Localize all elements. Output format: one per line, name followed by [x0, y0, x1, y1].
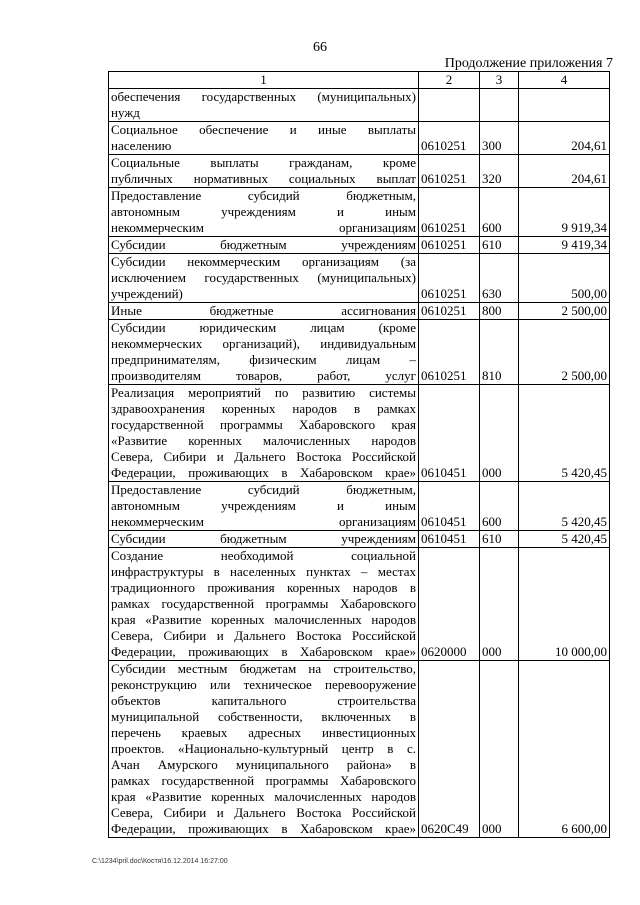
- amount-value: 2 500,00: [519, 303, 610, 320]
- target-article-code: 0610451: [419, 385, 480, 482]
- table-row: [109, 320, 610, 385]
- target-article-code: 0610251: [419, 155, 480, 188]
- description-line: производителям товаров, работ, услуг: [111, 368, 416, 383]
- column-header: 3: [480, 72, 519, 89]
- description-line: Севера, Сибири и Дальнего Востока Российской: [111, 628, 416, 643]
- description-line: Субсидии бюджетным учреждениям: [111, 237, 416, 252]
- description-line: Предоставление субсидий бюджетным,: [111, 482, 416, 497]
- description-line: государственной программы Хабаровского края: [111, 417, 416, 432]
- target-article-code: 0610251: [419, 188, 480, 237]
- table-row: [109, 303, 610, 320]
- description-line: исключением государственных (муниципальных): [111, 270, 416, 285]
- table-row: [109, 188, 610, 237]
- description-line: некоммерческим организациям: [111, 220, 416, 235]
- amount-value: 2 500,00: [519, 320, 610, 385]
- expense-type-code: 000: [480, 661, 519, 838]
- description-line: нужд: [111, 105, 140, 120]
- row-description: [109, 548, 419, 661]
- description-line: населению: [111, 138, 172, 153]
- expense-type-code: 630: [480, 254, 519, 303]
- column-header: 1: [109, 72, 419, 89]
- continuation-note: Продолжение приложения 7: [444, 56, 613, 71]
- description-line: здравоохранения коренных народов в рамках: [111, 401, 416, 416]
- row-description: [109, 531, 419, 548]
- description-line: Федерации, проживающих в Хабаровском крае»: [111, 644, 416, 659]
- row-description: [109, 303, 419, 320]
- file-path-footer: C:\1234\pril.doc\Костя\16.12.2014 16:27:00: [92, 858, 228, 865]
- row-description: [109, 385, 419, 482]
- table-header-row: [109, 72, 610, 89]
- expense-type-code: 610: [480, 237, 519, 254]
- description-line: «Развитие коренных малочисленных народов: [111, 433, 416, 448]
- description-line: учреждений): [111, 286, 183, 301]
- row-description: [109, 482, 419, 531]
- description-line: Федерации, проживающих в Хабаровском крае»: [111, 465, 416, 480]
- amount-value: 9 419,34: [519, 237, 610, 254]
- amount-value: 9 919,34: [519, 188, 610, 237]
- description-line: Севера, Сибири и Дальнего Востока Российской: [111, 805, 416, 820]
- description-line: рамках государственной программы Хабаровского: [111, 773, 416, 788]
- row-description: [109, 155, 419, 188]
- column-header: 4: [519, 72, 610, 89]
- amount-value: 5 420,45: [519, 531, 610, 548]
- description-line: проектов. «Национально-культурный центр в с.: [111, 741, 416, 756]
- table-row: [109, 482, 610, 531]
- amount-value: 204,61: [519, 155, 610, 188]
- description-line: Севера, Сибири и Дальнего Востока Российской: [111, 449, 416, 464]
- target-article-code: 0610251: [419, 122, 480, 155]
- amount-value: 5 420,45: [519, 482, 610, 531]
- table-row: [109, 531, 610, 548]
- description-line: края «Развитие коренных малочисленных народов: [111, 612, 416, 627]
- table-row: [109, 122, 610, 155]
- description-line: Иные бюджетные ассигнования: [111, 303, 416, 318]
- row-description: [109, 188, 419, 237]
- budget-table: [108, 71, 610, 838]
- description-line: Ачан Амурского муниципального района» в: [111, 757, 416, 772]
- table-row: [109, 237, 610, 254]
- description-line: Федерации, проживающих в Хабаровском крае»: [111, 821, 416, 836]
- description-line: предпринимателям, физическим лицам –: [111, 352, 416, 367]
- expense-type-code: 600: [480, 482, 519, 531]
- row-description: [109, 122, 419, 155]
- description-line: Создание необходимой социальной: [111, 548, 416, 563]
- description-line: муниципальной собственности, включенных в: [111, 709, 416, 724]
- expense-type-code: 610: [480, 531, 519, 548]
- page-number: 66: [313, 40, 327, 55]
- description-line: обеспечения государственных (муниципальных): [111, 89, 416, 104]
- description-line: Субсидии некоммерческим организациям (за: [111, 254, 416, 269]
- expense-type-code: 800: [480, 303, 519, 320]
- expense-type-code: 320: [480, 155, 519, 188]
- target-article-code: 0610451: [419, 531, 480, 548]
- description-line: Социальное обеспечение и иные выплаты: [111, 122, 416, 137]
- table-row: [109, 385, 610, 482]
- description-line: автономным учреждениям и иным: [111, 498, 416, 513]
- amount-value: 10 000,00: [519, 548, 610, 661]
- description-line: края «Развитие коренных малочисленных народов: [111, 789, 416, 804]
- description-line: публичных нормативных социальных выплат: [111, 171, 416, 186]
- target-article-code: 0610251: [419, 254, 480, 303]
- description-line: автономным учреждениям и иным: [111, 204, 416, 219]
- description-line: некоммерческим организациям: [111, 514, 416, 529]
- expense-type-code: 300: [480, 122, 519, 155]
- amount-value: 6 600,00: [519, 661, 610, 838]
- row-description: [109, 661, 419, 838]
- expense-type-code: 600: [480, 188, 519, 237]
- table-row: [109, 661, 610, 838]
- target-article-code: [419, 89, 480, 122]
- expense-type-code: 810: [480, 320, 519, 385]
- amount-value: [519, 89, 610, 122]
- row-description: [109, 89, 419, 122]
- description-line: Социальные выплаты гражданам, кроме: [111, 155, 416, 170]
- table-row: [109, 89, 610, 122]
- description-line: Субсидии бюджетным учреждениям: [111, 531, 416, 546]
- description-line: Реализация мероприятий по развитию системы: [111, 385, 416, 400]
- target-article-code: 0610251: [419, 320, 480, 385]
- description-line: объектов капитального строительства: [111, 693, 416, 708]
- description-line: Предоставление субсидий бюджетным,: [111, 188, 416, 203]
- target-article-code: 0620С49: [419, 661, 480, 838]
- description-line: инфраструктуры в населенных пунктах – местах: [111, 564, 416, 579]
- target-article-code: 0610251: [419, 303, 480, 320]
- amount-value: 204,61: [519, 122, 610, 155]
- description-line: традиционного проживания коренных народов в: [111, 580, 416, 595]
- description-line: перечень краевых адресных инвестиционных: [111, 725, 416, 740]
- amount-value: 5 420,45: [519, 385, 610, 482]
- amount-value: 500,00: [519, 254, 610, 303]
- row-description: [109, 237, 419, 254]
- column-header: 2: [419, 72, 480, 89]
- description-line: реконструкцию или техническое перевооружение: [111, 677, 416, 692]
- description-line: некоммерческих организаций), индивидуальным: [111, 336, 416, 351]
- table-row: [109, 155, 610, 188]
- target-article-code: 0610451: [419, 482, 480, 531]
- description-line: Субсидии юридическим лицам (кроме: [111, 320, 416, 335]
- expense-type-code: [480, 89, 519, 122]
- expense-type-code: 000: [480, 385, 519, 482]
- row-description: [109, 320, 419, 385]
- target-article-code: 0610251: [419, 237, 480, 254]
- table-row: [109, 254, 610, 303]
- row-description: [109, 254, 419, 303]
- description-line: рамках государственной программы Хабаровского: [111, 596, 416, 611]
- description-line: Субсидии местным бюджетам на строительство,: [111, 661, 416, 676]
- expense-type-code: 000: [480, 548, 519, 661]
- target-article-code: 0620000: [419, 548, 480, 661]
- table-row: [109, 548, 610, 661]
